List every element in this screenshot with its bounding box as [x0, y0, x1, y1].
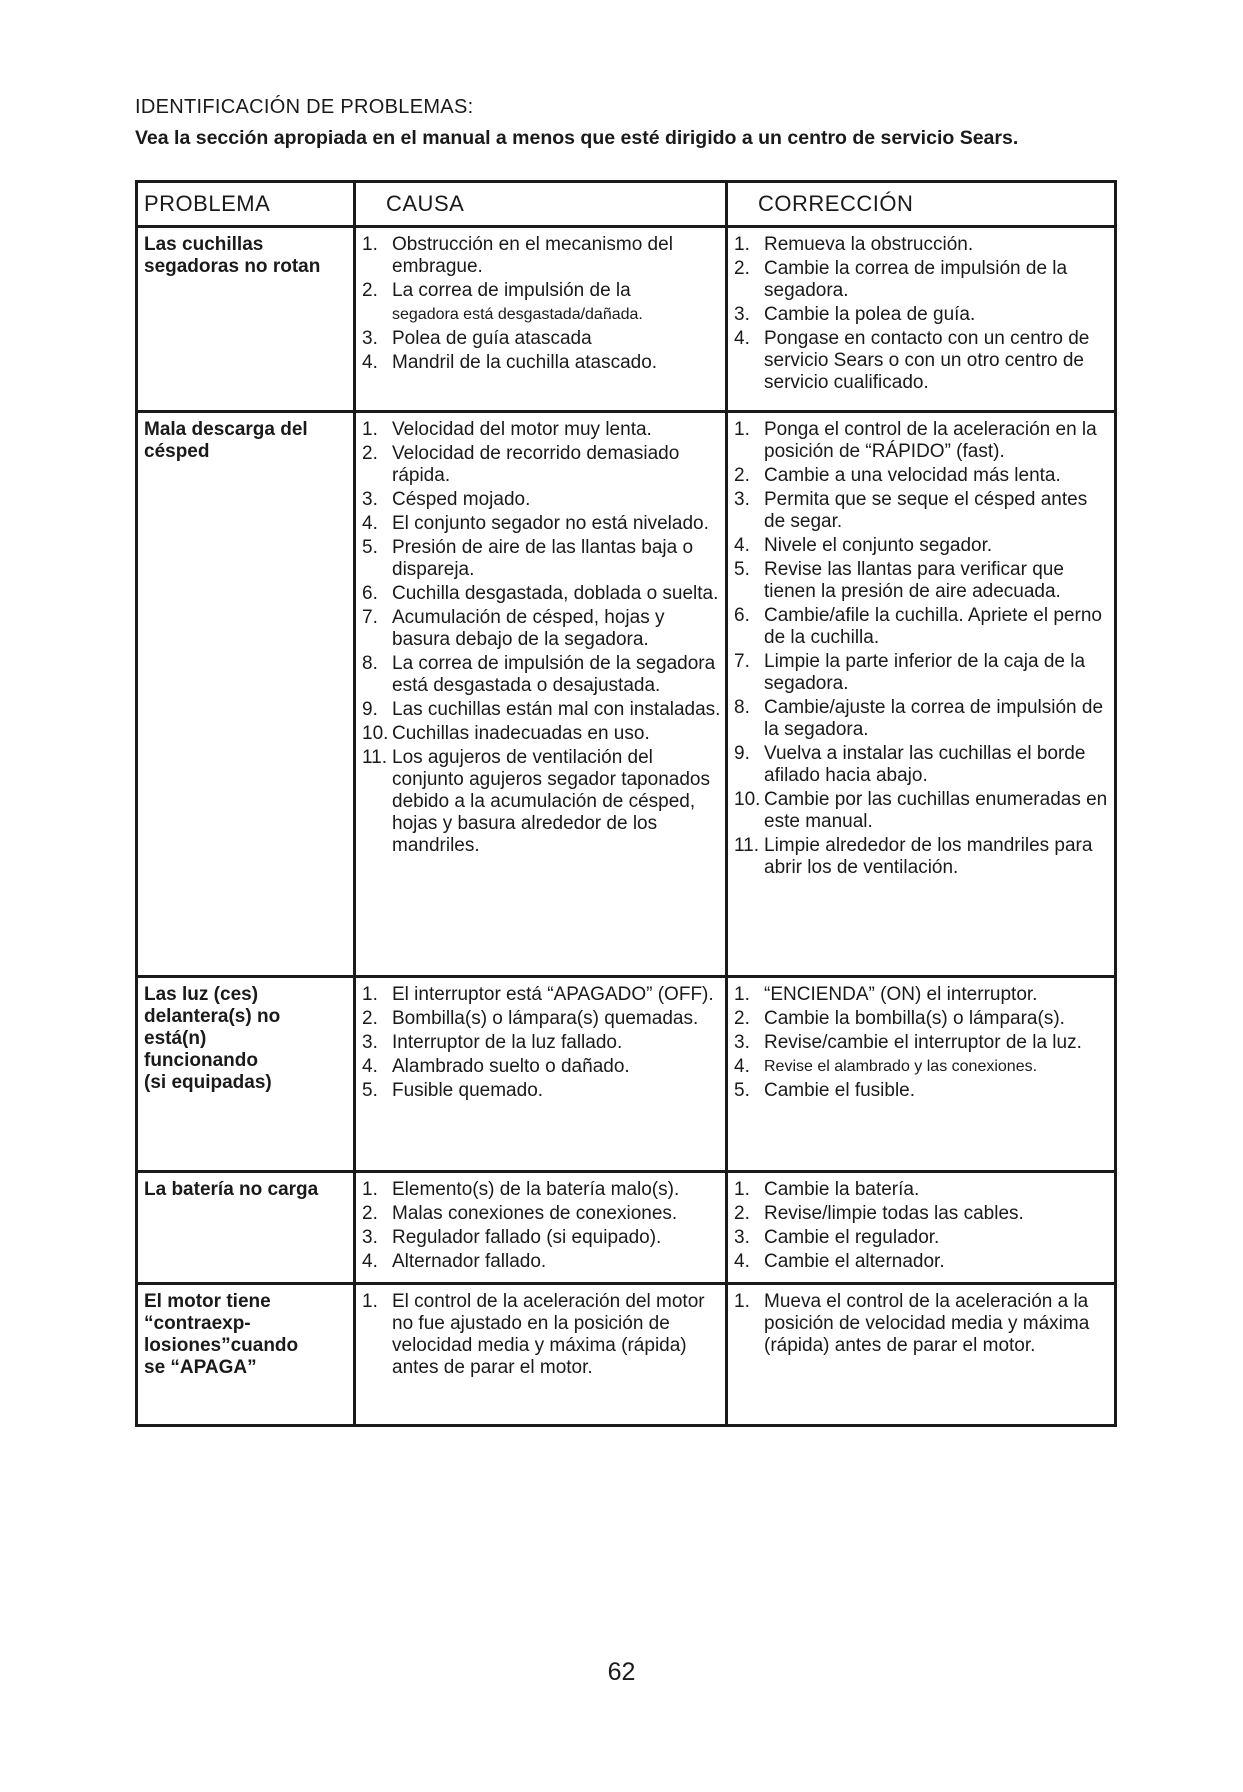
- list-item: [734, 1291, 1112, 1357]
- item-number: 4.: [362, 1251, 378, 1272]
- item-number: 1.: [734, 984, 750, 1005]
- list-item: [734, 1008, 1112, 1030]
- item-number: 2.: [362, 443, 378, 464]
- correction-cell: [727, 1284, 1116, 1426]
- cause-cell: [355, 1284, 727, 1426]
- item-number: 2.: [734, 1203, 750, 1224]
- item-number: 11.: [734, 835, 760, 856]
- problem-cell: Mala descarga del césped: [137, 412, 355, 977]
- item-number: 4.: [362, 513, 378, 534]
- list-item: [362, 984, 723, 1006]
- item-text: Limpie alrededor de los mandriles para abrir los de ventilación.: [764, 835, 1093, 878]
- page-number: 62: [607, 1658, 636, 1686]
- item-number: 2.: [362, 1203, 378, 1224]
- list-item: [734, 789, 1112, 833]
- list-item: [362, 1203, 723, 1225]
- item-number: 1.: [734, 234, 750, 255]
- list-item: [734, 419, 1112, 463]
- table-row: [137, 412, 1116, 977]
- table-row: [137, 227, 1116, 412]
- item-text: Fusible quemado.: [392, 1080, 544, 1101]
- cause-list: [362, 984, 723, 1102]
- list-item: [362, 1227, 723, 1249]
- item-number: 4.: [734, 1251, 750, 1272]
- item-text: Velocidad de recorrido demasiado rápida.: [392, 443, 680, 486]
- list-item: [362, 328, 723, 350]
- item-text: Pongase en contacto con un centro de servicio Sears o con un otro centro de servicio cualificado.: [764, 328, 1090, 393]
- item-text: Revise/cambie el interruptor de la luz.: [764, 1032, 1082, 1053]
- item-text: Acumulación de césped, hojas y basura debajo de la segadora.: [392, 607, 665, 650]
- list-item: [362, 1056, 723, 1078]
- item-number: 4.: [734, 535, 750, 556]
- item-number: [362, 304, 392, 326]
- cause-cell: [355, 412, 727, 977]
- item-text: Cambie/ajuste la correa de impulsión de la segadora.: [764, 697, 1104, 740]
- item-text: Mandril de la cuchilla atascado.: [392, 352, 658, 373]
- item-text: Revise las llantas para verificar que tienen la presión de aire adecuada.: [764, 559, 1064, 602]
- item-number: 3.: [734, 1227, 750, 1248]
- item-text: Alternador fallado.: [392, 1251, 547, 1272]
- list-item: [734, 605, 1112, 649]
- item-text: Velocidad del motor muy lenta.: [392, 419, 652, 440]
- cause-list: [362, 1291, 723, 1379]
- problem-cell: La batería no carga: [137, 1172, 355, 1284]
- item-number: 3.: [362, 328, 378, 349]
- problem-cell: Las cuchillas segadoras no rotan: [137, 227, 355, 412]
- cause-list: [362, 234, 723, 374]
- item-number: 4.: [362, 1056, 378, 1077]
- list-item: [734, 535, 1112, 557]
- list-item: [362, 304, 723, 326]
- item-number: 8.: [362, 653, 378, 674]
- page-subheading: Vea la sección apropiada en el manual a menos que esté dirigido a un centro de servicio Sears.: [135, 127, 1019, 149]
- item-text: Cambie el fusible.: [764, 1080, 916, 1101]
- problem-cell: Las luz (ces) delantera(s) no está(n) funcionando (si equipadas): [137, 977, 355, 1172]
- list-item: [362, 1291, 723, 1379]
- correction-list: [734, 419, 1112, 879]
- item-text: Obstrucción en el mecanismo del embrague.: [392, 234, 673, 277]
- header-cause: CAUSA: [355, 182, 727, 227]
- item-text: Revise/limpie todas las cables.: [764, 1203, 1024, 1224]
- list-item: [734, 1179, 1112, 1201]
- item-number: 3.: [362, 1032, 378, 1053]
- cause-cell: [355, 1172, 727, 1284]
- item-number: 2.: [362, 280, 378, 301]
- item-number: 7.: [362, 607, 378, 628]
- item-number: 5.: [734, 559, 750, 580]
- item-text: Ponga el control de la aceleración en la posición de “RÁPIDO” (fast).: [764, 419, 1097, 462]
- correction-cell: [727, 227, 1116, 412]
- item-number: 3.: [734, 304, 750, 325]
- item-text: Vuelva a instalar las cuchillas el borde afilado hacia abajo.: [764, 743, 1086, 786]
- item-text: Cuchilla desgastada, doblada o suelta.: [392, 583, 719, 604]
- item-number: 1.: [734, 419, 750, 440]
- item-text: El interruptor está “APAGADO” (OFF).: [392, 984, 714, 1005]
- list-item: [362, 419, 723, 441]
- item-text: Mueva el control de la aceleración a la posición de velocidad media y máxima (rápida) antes de parar el motor.: [764, 1291, 1090, 1356]
- list-item: [734, 835, 1112, 879]
- item-text: segadora está desgastada/dañada.: [392, 306, 643, 323]
- item-text: Elemento(s) de la batería malo(s).: [392, 1179, 680, 1200]
- list-item: [362, 1179, 723, 1201]
- problem-cell: El motor tiene “contraexp- losiones”cuando se “APAGA”: [137, 1284, 355, 1426]
- item-text: El conjunto segador no está nivelado.: [392, 513, 709, 534]
- item-number: 1.: [362, 419, 378, 440]
- item-text: Regulador fallado (si equipado).: [392, 1227, 662, 1248]
- cause-list: [362, 1179, 723, 1273]
- correction-list: [734, 984, 1112, 1102]
- item-number: 2.: [734, 1008, 750, 1029]
- item-text: Cambie el regulador.: [764, 1227, 940, 1248]
- item-number: 2.: [734, 258, 750, 279]
- item-text: Las cuchillas están mal con instaladas.: [392, 699, 721, 720]
- list-item: [362, 513, 723, 535]
- item-number: 6.: [362, 583, 378, 604]
- list-item: [362, 537, 723, 581]
- item-number: 4.: [734, 328, 750, 349]
- list-item: [362, 1008, 723, 1030]
- header-problem: PROBLEMA: [137, 182, 355, 227]
- header-correction: CORRECCIÓN: [727, 182, 1116, 227]
- item-number: 7.: [734, 651, 750, 672]
- item-text: Nivele el conjunto segador.: [764, 535, 993, 556]
- list-item: [362, 234, 723, 278]
- item-number: 11.: [362, 747, 388, 768]
- item-number: 5.: [362, 537, 378, 558]
- cause-list: [362, 419, 723, 857]
- list-item: [734, 1227, 1112, 1249]
- item-text: Cambie por las cuchillas enumeradas en este manual.: [764, 789, 1108, 832]
- item-text: La correa de impulsión de la: [392, 280, 631, 301]
- item-text: Alambrado suelto o dañado.: [392, 1056, 630, 1077]
- item-number: 3.: [734, 1032, 750, 1053]
- list-item: [362, 443, 723, 487]
- table-row: [137, 1284, 1116, 1426]
- item-text: Polea de guía atascada: [392, 328, 592, 349]
- list-item: [362, 699, 723, 721]
- troubleshooting-table: [135, 180, 1117, 1427]
- item-text: Cambie/afile la cuchilla. Apriete el perno de la cuchilla.: [764, 605, 1102, 648]
- list-item: [734, 465, 1112, 487]
- list-item: [734, 328, 1112, 394]
- item-number: 6.: [734, 605, 750, 626]
- correction-list: [734, 1179, 1112, 1273]
- item-number: 9.: [362, 699, 378, 720]
- list-item: [734, 258, 1112, 302]
- table-row: [137, 977, 1116, 1172]
- item-number: 2.: [734, 465, 750, 486]
- item-text: Césped mojado.: [392, 489, 531, 510]
- item-text: El control de la aceleración del motor no fue ajustado en la posición de velocidad media y máxima (rápida) antes de parar el motor.: [392, 1291, 705, 1378]
- item-text: Revise el alambrado y las conexiones.: [764, 1058, 1038, 1075]
- item-number: 5.: [362, 1080, 378, 1101]
- correction-list: [734, 234, 1112, 394]
- item-text: Cambie la bombilla(s) o lámpara(s).: [764, 1008, 1065, 1029]
- item-number: 10.: [734, 789, 761, 810]
- correction-list: [734, 1291, 1112, 1357]
- item-text: Permita que se seque el césped antes de segar.: [764, 489, 1088, 532]
- item-text: Cambie a una velocidad más lenta.: [764, 465, 1061, 486]
- cause-cell: [355, 977, 727, 1172]
- item-number: 1.: [362, 234, 378, 255]
- table-row: [137, 1172, 1116, 1284]
- item-text: Remueva la obstrucción.: [764, 234, 974, 255]
- item-number: 3.: [734, 489, 750, 510]
- cause-cell: [355, 227, 727, 412]
- item-number: 3.: [362, 1227, 378, 1248]
- item-number: 4.: [362, 352, 378, 373]
- list-item: [734, 1203, 1112, 1225]
- item-text: Cambie la correa de impulsión de la segadora.: [764, 258, 1068, 301]
- item-number: 1.: [362, 1179, 378, 1200]
- list-item: [734, 1251, 1112, 1273]
- list-item: [734, 697, 1112, 741]
- list-item: [362, 352, 723, 374]
- item-number: 3.: [362, 489, 378, 510]
- table-header-row: [137, 182, 1116, 227]
- item-number: 1.: [362, 984, 378, 1005]
- item-number: 1.: [362, 1291, 378, 1312]
- item-text: “ENCIENDA” (ON) el interruptor.: [764, 984, 1038, 1005]
- correction-cell: [727, 977, 1116, 1172]
- item-text: Bombilla(s) o lámpara(s) quemadas.: [392, 1008, 699, 1029]
- item-text: La correa de impulsión de la segadora está desgastada o desajustada.: [392, 653, 716, 696]
- list-item: [734, 559, 1112, 603]
- list-item: [362, 1080, 723, 1102]
- list-item: [362, 583, 723, 605]
- list-item: [734, 1080, 1112, 1102]
- item-number: 8.: [734, 697, 750, 718]
- list-item: [734, 1032, 1112, 1054]
- item-text: Interruptor de la luz fallado.: [392, 1032, 623, 1053]
- item-text: Limpie la parte inferior de la caja de la segadora.: [764, 651, 1086, 694]
- item-text: Malas conexiones de conexiones.: [392, 1203, 678, 1224]
- correction-cell: [727, 1172, 1116, 1284]
- list-item: [362, 747, 723, 857]
- list-item: [734, 304, 1112, 326]
- item-number: 5.: [734, 1080, 750, 1101]
- list-item: [362, 607, 723, 651]
- item-number: 10.: [362, 723, 389, 744]
- page-heading: IDENTIFICACIÓN DE PROBLEMAS:: [135, 96, 474, 118]
- item-text: Cuchillas inadecuadas en uso.: [392, 723, 650, 744]
- list-item: [734, 489, 1112, 533]
- item-text: Los agujeros de ventilación del conjunto agujeros segador taponados debido a la acumulación de césped, hojas y basura alrededor de los mandriles.: [392, 747, 710, 856]
- list-item: [734, 234, 1112, 256]
- list-item: [362, 653, 723, 697]
- item-text: Cambie la batería.: [764, 1179, 920, 1200]
- list-item: [362, 489, 723, 511]
- list-item: [734, 1056, 1112, 1078]
- item-text: Cambie el alternador.: [764, 1251, 945, 1272]
- list-item: [734, 984, 1112, 1006]
- list-item: [734, 651, 1112, 695]
- list-item: [362, 280, 723, 302]
- item-number: 1.: [734, 1179, 750, 1200]
- item-number: 9.: [734, 743, 750, 764]
- item-number: 2.: [362, 1008, 378, 1029]
- list-item: [734, 743, 1112, 787]
- correction-cell: [727, 412, 1116, 977]
- list-item: [362, 723, 723, 745]
- item-number: 4.: [734, 1056, 750, 1077]
- item-text: Cambie la polea de guía.: [764, 304, 976, 325]
- item-text: Presión de aire de las llantas baja o dispareja.: [392, 537, 694, 580]
- list-item: [362, 1251, 723, 1273]
- list-item: [362, 1032, 723, 1054]
- item-number: 1.: [734, 1291, 750, 1312]
